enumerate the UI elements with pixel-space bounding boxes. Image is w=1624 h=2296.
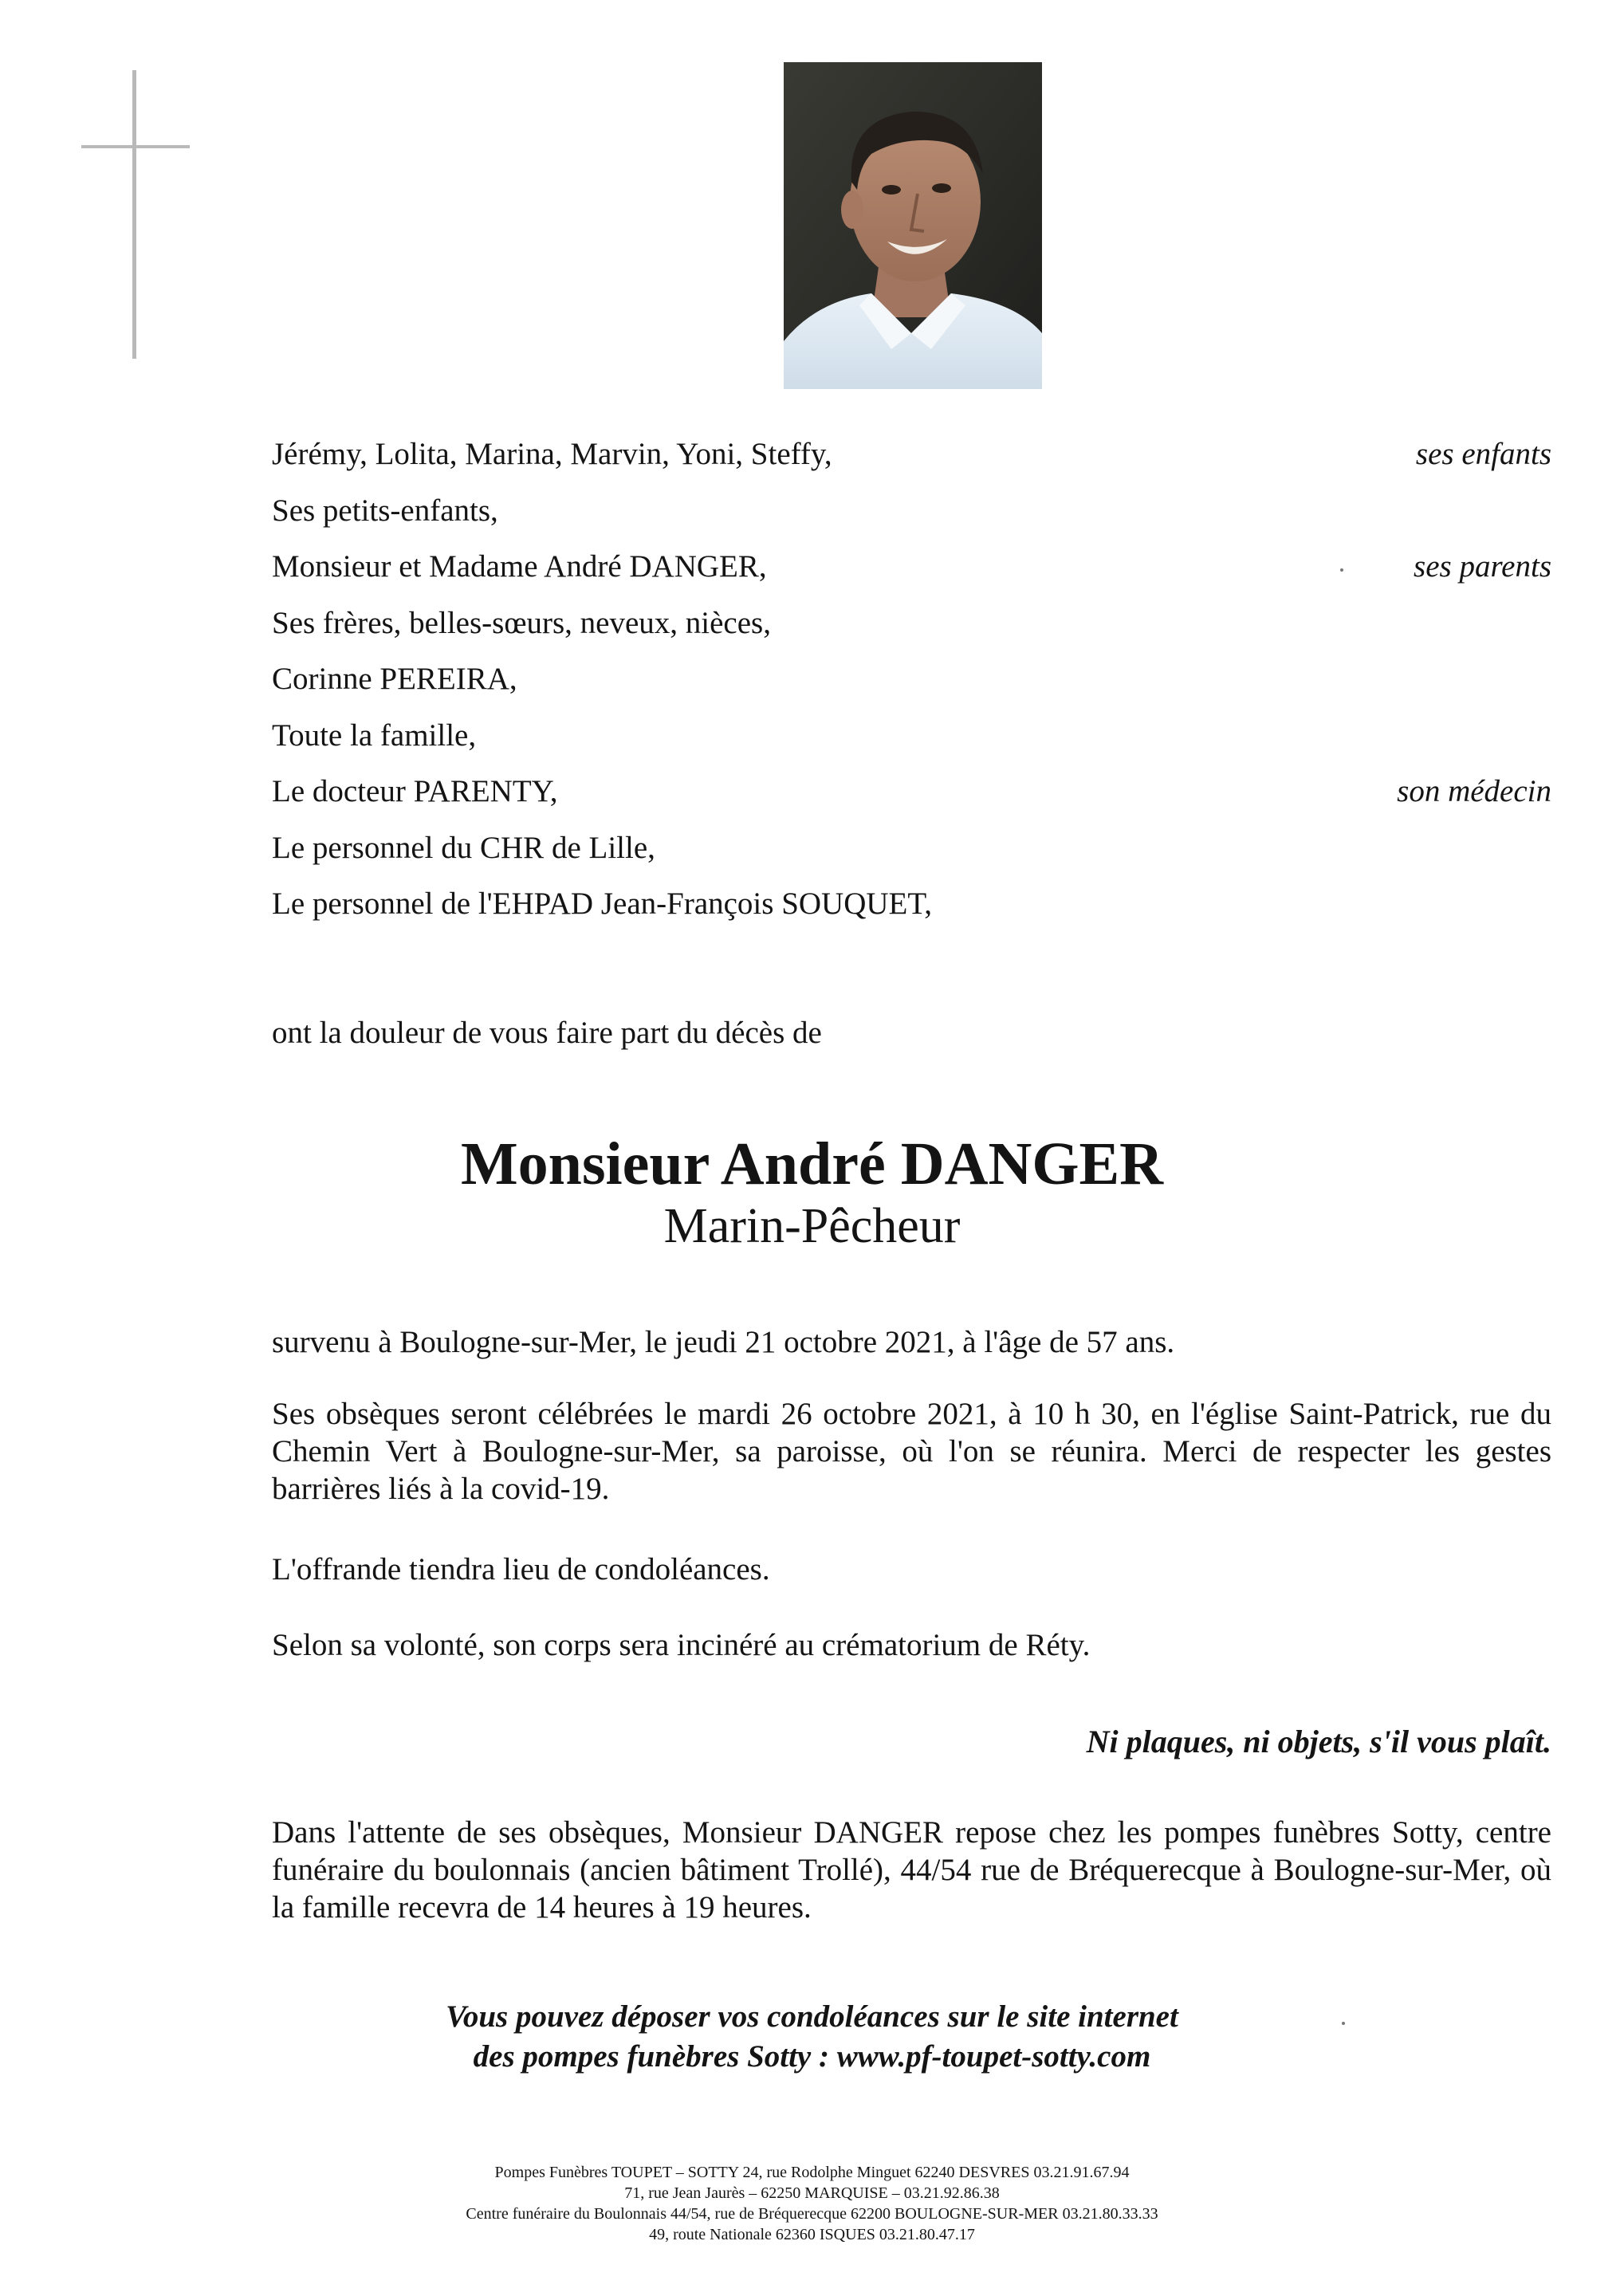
- family-relation: ses enfants: [1415, 437, 1551, 471]
- cross-vertical-bar: [132, 70, 136, 359]
- scan-speck: [1342, 2022, 1345, 2025]
- footer-line: 71, rue Jean Jaurès – 62250 MARQUISE – 03.21.92.86.38: [624, 2184, 1000, 2202]
- scan-speck: [1340, 568, 1343, 572]
- offering-info: L'offrande tiendra lieu de condoléances.: [272, 1552, 770, 1586]
- portrait-illustration: [784, 62, 1042, 389]
- funeral-home-footer: [0, 2162, 1624, 2245]
- family-member: Toute la famille,: [272, 718, 477, 753]
- rest-info: Dans l'attente de ses obsèques, Monsieur DANGER repose chez les pompes funèbres Sotty, centre funéraire du boulonnais (ancien bâtiment Trollé), 44/54 rue de Bréquerecque à Boulogne-sur-Mer, où la famille recevra de 14 heures à 19 heures.: [272, 1815, 1551, 1924]
- portrait-photo: [784, 62, 1042, 389]
- family-member: Corinne PEREIRA,: [272, 662, 517, 696]
- family-row: [272, 824, 1551, 881]
- family-row: [272, 487, 1551, 544]
- family-member: Ses petits-enfants,: [272, 493, 498, 528]
- condolences-line: des pompes funèbres Sotty : www.pf-toupet-sotty.com: [473, 2039, 1151, 2074]
- condolences-line: Vous pouvez déposer vos condoléances sur le site internet: [446, 1999, 1178, 2034]
- death-info: survenu à Boulogne-sur-Mer, le jeudi 21 octobre 2021, à l'âge de 57 ans.: [272, 1325, 1175, 1359]
- family-member: Monsieur et Madame André DANGER,: [272, 549, 767, 584]
- family-row: [272, 431, 1551, 487]
- family-row: [272, 712, 1551, 769]
- footer-line: Centre funéraire du Boulonnais 44/54, rue de Bréquerecque 62200 BOULOGNE-SUR-MER 03.21.80.33.33: [466, 2205, 1158, 2223]
- family-relation: son médecin: [1397, 774, 1551, 808]
- family-member: Le personnel de l'EHPAD Jean-François SOUQUET,: [272, 887, 933, 921]
- announcement-text: ont la douleur de vous faire part du décès de: [272, 1016, 822, 1050]
- family-member: Ses frères, belles-sœurs, neveux, nièces,: [272, 605, 771, 640]
- family-list: [272, 431, 1551, 937]
- family-row: [272, 600, 1551, 656]
- family-row: [272, 880, 1551, 937]
- family-member: Le personnel du CHR de Lille,: [272, 830, 655, 865]
- footer-line: 49, route Nationale 62360 ISQUES 03.21.80.47.17: [649, 2226, 975, 2243]
- footer-line: Pompes Funèbres TOUPET – SOTTY 24, rue Rodolphe Minguet 62240 DESVRES 03.21.91.67.94: [494, 2164, 1130, 2181]
- funeral-info: Ses obsèques seront célébrées le mardi 26 octobre 2021, à 10 h 30, en l'église Saint-Patrick, rue du Chemin Vert à Boulogne-sur-Mer, sa paroisse, où l'on se réunira. Merci de respecter les gestes barrières liés à la covid-19.: [272, 1397, 1551, 1506]
- no-flowers-notice: Ni plaques, ni objets, s'il vous plaît.: [1086, 1724, 1551, 1759]
- deceased-profession: Marin-Pêcheur: [663, 1199, 961, 1253]
- deceased-name: Monsieur André DANGER: [460, 1130, 1164, 1197]
- condolences-notice: [0, 1997, 1624, 2077]
- family-row: [272, 543, 1551, 600]
- cross-horizontal-bar: [81, 145, 190, 148]
- family-row: [272, 768, 1551, 824]
- family-member: Le docteur PARENTY,: [272, 774, 558, 808]
- family-row: [272, 655, 1551, 712]
- family-member: Jérémy, Lolita, Marina, Marvin, Yoni, Steffy,: [272, 437, 832, 471]
- family-relation: ses parents: [1414, 549, 1551, 584]
- cremation-info: Selon sa volonté, son corps sera incinéré au crématorium de Réty.: [272, 1628, 1091, 1662]
